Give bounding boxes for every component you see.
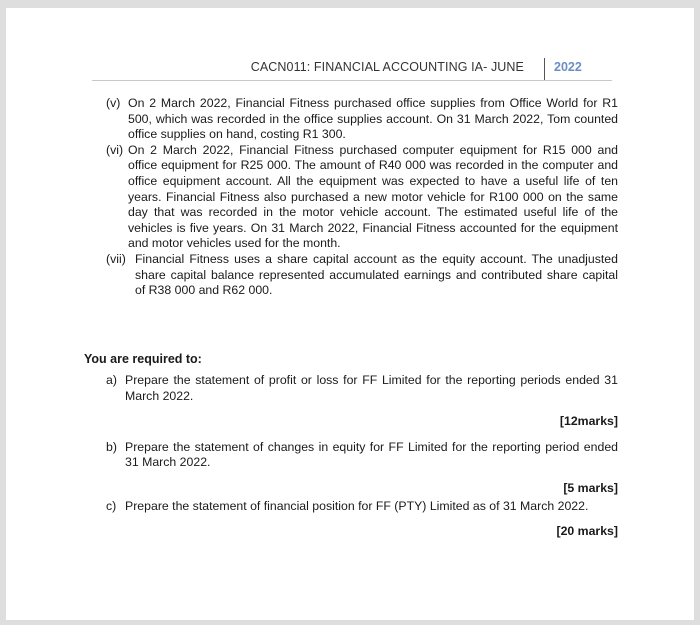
question-marks: [5 marks]: [563, 480, 618, 495]
item-text: Financial Fitness uses a share capital account as the equity account. The unadjusted share capital balance represented accumulated earnings and contributed share capital of R38 000 and R62 000.: [135, 251, 618, 298]
scenario-items: [106, 96, 618, 299]
question-number: a): [106, 373, 117, 387]
question-list: [106, 373, 618, 540]
header-title: CACN011: FINANCIAL ACCOUNTING IA- JUNE: [250, 60, 524, 74]
item-text: On 2 March 2022, Financial Fitness purchased office supplies from Office World for R1 500, which was recorded in the office supplies account. On 31 March 2022, Tom counted office supplies on hand, costing R1 300.: [128, 96, 618, 142]
list-item: [106, 143, 618, 252]
list-item: [106, 96, 618, 143]
list-item: [106, 252, 618, 299]
question-number: c): [106, 498, 117, 513]
page-header: [6, 52, 616, 82]
question-number: b): [106, 439, 117, 454]
question-text: Prepare the statement of profit or loss for FF Limited for the reporting periods ended 31 March 2022.: [125, 373, 618, 403]
question-marks: [20 marks]: [556, 524, 618, 539]
question-item: [106, 499, 618, 540]
item-number: (vii): [106, 251, 126, 266]
question-marks: [12marks]: [559, 414, 618, 429]
question-item: [106, 440, 618, 497]
question-text: Prepare the statement of changes in equity for FF Limited for the reporting period ended 31 March 2022.: [125, 439, 618, 470]
required-heading: You are required to:: [84, 352, 202, 366]
item-number: (vi): [106, 142, 124, 157]
header-rule: [92, 80, 612, 81]
question-text: Prepare the statement of financial position for FF (PTY) Limited as of 31 March 2022.: [125, 498, 589, 513]
question-item: [106, 373, 618, 430]
item-number: (v): [106, 96, 121, 110]
header-year: 2022: [554, 60, 582, 74]
item-text: On 2 March 2022, Financial Fitness purchased computer equipment for R15 000 and office equipment for R25 000. The amount of R40 000 was recorded in the computer and office equipment account. All the equipment was expected to have a useful life of ten years. Financial Fitness also purchased a new motor vehicle for R100 000 on the same day that was recorded in the motor vehicle account. The estimated useful life of the vehicles is five years. On 31 March 2022, Financial Fitness accounted for the equipment and motor vehicles used for the month.: [128, 142, 618, 251]
header-separator: [544, 58, 545, 80]
document-page: [6, 8, 694, 620]
